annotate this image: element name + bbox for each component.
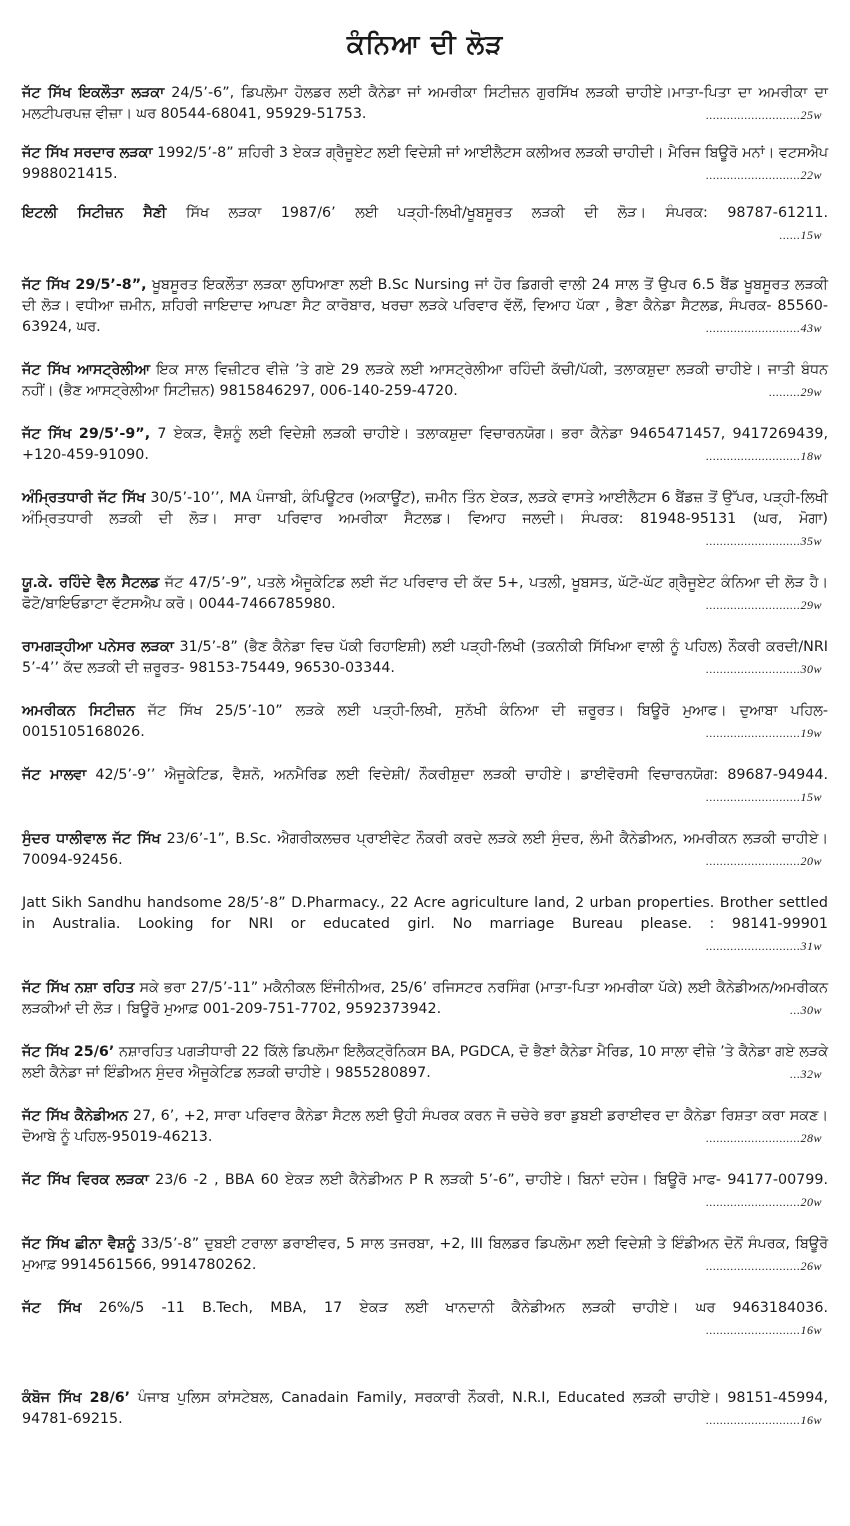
ad-heading: ਜੱਟ ਸਿੱਖ ਵਿਰਕ ਲੜਕਾ: [22, 1172, 149, 1188]
ad-text: ਸਕੇ ਭਰਾ 27/5’-11” ਮਕੈਨੀਕਲ ਇੰਜੀਨੀਅਰ, 25/6’ ਰਜਿਸਟਰ ਨਰਸਿੰਗ (ਮਾਤਾ-ਪਿਤਾ ਅਮਰੀਕਾ ਪੱਕੇ) ਲਈ ਕੈਨੇਡੀਅਨ/ਅਮਰੀਕਨ ਲੜਕੀਆਂ ਦੀ ਲੋੜ। ਬਿਊਰੋ ਮੁਆਫ਼ 001-209-751-7702, 9592373942.: [22, 980, 828, 1017]
classified-ad: [22, 203, 828, 245]
ad-heading: ਜੱਟ ਸਿੱਖ ਨਸ਼ਾ ਰਹਿਤ: [22, 980, 135, 996]
classified-ad: [22, 1234, 828, 1276]
ad-text: ਜੱਟ 47/5’-9”, ਪਤਲੇ ਐਜੂਕੇਟਿਡ ਲਈ ਜੱਟ ਪਰਿਵਾਰ ਦੀ ਕੱਦ 5+, ਪਤਲੀ, ਖੂਬਸਤ, ਘੱਟੋ-ਘੱਟ ਗ੍ਰੈਜੂਏਟ ਕੰਨਿਆ ਦੀ ਲੋੜ ਹੈ। ਫੋਟੋ/ਬਾਇਓਡਾਟਾ ਵੱਟਸਐਪ ਕਰੋ। 0044-7466785980.: [22, 575, 828, 612]
ad-reference-code: .........29w: [768, 385, 822, 399]
classified-ad: [22, 360, 828, 402]
ad-heading: ਜੱਟ ਸਿੱਖ ਸਰਦਾਰ ਲੜਕਾ: [22, 145, 153, 161]
ad-reference-code: ...........................30w: [705, 662, 822, 676]
ad-reference-code: ...........................15w: [705, 790, 822, 804]
ad-text: 42/5’-9’’ ਐਜੂਕੇਟਿਡ, ਵੈਸ਼ਨੋ, ਅਨਮੈਰਿਡ ਲਈ ਵਿਦੇਸ਼ੀ/ ਨੌਕਰੀਸ਼ੁਦਾ ਲੜਕੀ ਚਾਹੀਏ। ਡਾਈਵੋਰਸੀ ਵਿਚਾਰਨਯੋਗ: 89687-94944.: [86, 767, 829, 783]
ad-reference-code: ...........................31w: [705, 939, 822, 953]
ad-heading: ਅੰਮ੍ਰਿਤਧਾਰੀ ਜੱਟ ਸਿੱਖ: [22, 490, 146, 506]
ad-text: 33/5’-8” ਦੁਬਈ ਟਰਾਲਾ ਡਰਾਈਵਰ, 5 ਸਾਲ ਤਜਰਬਾ, +2, III ਬਿਲਡਰ ਡਿਪਲੋਮਾ ਲਈ ਵਿਦੇਸ਼ੀ ਤੇ ਇੰਡੀਅਨ ਦੋਨੋਂ ਸੰਪਰਕ, ਬਿਊਰੋ ਮੁਆਫ਼ 9914561566, 9914780262.: [22, 1236, 828, 1273]
classified-ad: [22, 637, 828, 679]
classified-ad: [22, 488, 828, 551]
ad-reference-code: ...........................28w: [705, 1131, 822, 1145]
ad-text: ਸਿੱਖ ਲੜਕਾ 1987/6’ ਲਈ ਪੜ੍ਹੀ-ਲਿਖੀ/ਖੂਬਸੂਰਤ ਲੜਕੀ ਦੀ ਲੋੜ। ਸੰਪਰਕ: 98787-61211.: [166, 205, 828, 221]
ad-reference-code: ...........................35w: [705, 534, 822, 548]
ad-text: ਪੰਜਾਬ ਪੁਲਿਸ ਕਾਂਸਟੇਬਲ, Canadain Family, ਸਰਕਾਰੀ ਨੌਕਰੀ, N.R.I, Educated ਲੜਕੀ ਚਾਹੀਏ। 98151-45994, 94781-69215.: [22, 1390, 829, 1427]
page-title: ਕੰਨਿਆ ਦੀ ਲੋੜ: [346, 30, 504, 60]
ad-text: ਨਸ਼ਾਰਹਿਤ ਪਗੜੀਧਾਰੀ 22 ਕਿੱਲੇ ਡਿਪਲੋਮਾ ਇਲੈਕਟ੍ਰੋਨਿਕਸ BA, PGDCA, ਦੋ ਭੈਣਾਂ ਕੈਨੇਡਾ ਮੈਰਿਡ, 10 ਸਾਲਾ ਵੀਜ਼ੇ ’ਤੇ ਕੈਨੇਡਾ ਗਏ ਲੜਕੇ ਲਈ ਕੈਨੇਡਾ ਜਾਂ ਇੰਡੀਅਨ ਸੁੰਦਰ ਐਜੂਕੇਟਿਡ ਲੜਕੀ ਚਾਹੀਏ। 9855280897.: [22, 1044, 828, 1081]
ad-heading: ਇਟਲੀ ਸਿਟੀਜ਼ਨ ਸੈਣੀ: [22, 205, 167, 221]
classified-ad: [22, 893, 828, 956]
classified-ad: [22, 573, 828, 615]
classified-ad: [22, 701, 828, 743]
ad-text: 23/6’-1”, B.Sc. ਐਗਰੀਕਲਚਰ ਪ੍ਰਾਈਵੇਟ ਨੌਕਰੀ ਕਰਦੇ ਲੜਕੇ ਲਈ ਸੁੰਦਰ, ਲੰਮੀ ਕੈਨੇਡੀਅਨ, ਅਮਰੀਕਨ ਲੜਕੀ ਚਾਹੀਏ। 70094-92456.: [22, 831, 829, 868]
ads-list: [22, 83, 828, 1430]
ad-reference-code: ...........................16w: [705, 1413, 822, 1427]
classified-ad: [22, 1388, 828, 1430]
ad-heading: ਕੰਬੋਜ ਸਿੱਖ 28/6’: [22, 1390, 131, 1406]
ad-heading: ਜੱਟ ਸਿੱਖ 29/5’-8”,: [22, 277, 147, 293]
classified-ad: [22, 1042, 828, 1084]
ad-text: 27, 6’, +2, ਸਾਰਾ ਪਰਿਵਾਰ ਕੈਨੇਡਾ ਸੈਟਲ ਲਈ ਉਹੀ ਸੰਪਰਕ ਕਰਨ ਜੋ ਚਚੇਰੇ ਭਰਾ ਡੁਬਈ ਡਰਾਈਵਰ ਦਾ ਕੈਨੇਡਾ ਰਿਸ਼ਤਾ ਕਰਾ ਸਕਣ। ਦੋਆਬੇ ਨੂੰ ਪਹਿਲ-95019-46213.: [22, 1108, 828, 1145]
ad-heading: ਅਮਰੀਕਨ ਸਿਟੀਜ਼ਨ: [22, 703, 135, 719]
ad-reference-code: ...........................20w: [705, 854, 822, 868]
ad-text: 1992/5’-8” ਸ਼ਹਿਰੀ 3 ਏਕੜ ਗ੍ਰੈਜੂਏਟ ਲਈ ਵਿਦੇਸ਼ੀ ਜਾਂ ਆਈਲੈਟਸ ਕਲੀਅਰ ਲੜਕੀ ਚਾਹੀਦੀ। ਮੈਰਿਜ ਬਿਊਰੋ ਮਨਾਂ। ਵਟਸਐਪ 9988021415.: [22, 145, 828, 182]
ad-text: 31/5’-8” (ਭੈਣ ਕੈਨੇਡਾ ਵਿਚ ਪੱਕੀ ਰਿਹਾਇਸ਼ੀ) ਲਈ ਪੜ੍ਹੀ-ਲਿਖੀ (ਤਕਨੀਕੀ ਸਿੱਖਿਆ ਵਾਲੀ ਨੂੰ ਪਹਿਲ) ਨੌਕਰੀ ਕਰਦੀ/NRI 5’-4’’ ਕੱਦ ਲੜਕੀ ਦੀ ਜ਼ਰੂਰਤ- 98153-75449, 96530-03344.: [22, 639, 828, 676]
ad-heading: ਜੱਟ ਸਿੱਖ ਇਕਲੌਤਾ ਲੜਕਾ: [22, 85, 165, 101]
ad-heading: ਯੂ.ਕੇ. ਰਹਿੰਦੇ ਵੈਲ ਸੈਟਲਡ: [22, 575, 160, 591]
classified-ad: [22, 83, 828, 125]
ad-reference-code: ...........................43w: [705, 321, 822, 335]
ad-reference-code: ...32w: [789, 1067, 822, 1081]
ad-text: 26%/5 -11 B.Tech, MBA, 17 ਏਕੜ ਲਈ ਖਾਨਦਾਨੀ ਕੈਨੇਡੀਅਨ ਲੜਕੀ ਚਾਹੀਏ। ਘਰ 9463184036.: [81, 1300, 828, 1316]
ad-text: 23/6 -2 , BBA 60 ਏਕੜ ਲਈ ਕੈਨੇਡੀਅਨ P R ਲੜਕੀ 5’-6”, ਚਾਹੀਏ। ਬਿਨਾਂ ਦਹੇਜ। ਬਿਊਰੋ ਮਾਫ- 94177-00799.: [148, 1172, 829, 1188]
classified-ad: [22, 829, 828, 871]
classified-ad: [22, 1106, 828, 1148]
ad-reference-code: ...........................25w: [705, 108, 822, 122]
ad-reference-code: ......15w: [779, 228, 822, 242]
ad-reference-code: ...........................16w: [705, 1323, 822, 1337]
ad-heading: ਜੱਟ ਸਿੱਖ 25/6’: [22, 1044, 115, 1060]
ad-heading: ਜੱਟ ਸਿੱਖ ਆਸਟ੍ਰੇਲੀਆ: [22, 362, 150, 378]
ad-reference-code: ...........................26w: [705, 1259, 822, 1273]
ad-heading: ਰਾਮਗੜ੍ਹੀਆ ਪਨੇਸਰ ਲੜਕਾ: [22, 639, 174, 655]
ad-heading: ਸੁੰਦਰ ਧਾਲੀਵਾਲ ਜੱਟ ਸਿੱਖ: [22, 831, 161, 847]
ad-text: 24/5’-6”, ਡਿਪਲੋਮਾ ਹੋਲਡਰ ਲਈ ਕੈਨੇਡਾ ਜਾਂ ਅਮਰੀਕਾ ਸਿਟੀਜ਼ਨ ਗੁਰਸਿੱਖ ਲੜਕੀ ਚਾਹੀਏ।ਮਾਤਾ-ਪਿਤਾ ਦਾ ਅਮਰੀਕਾ ਦਾ ਮਲਟੀਪਰਪਜ਼ ਵੀਜ਼ਾ। ਘਰ 80544-68041, 95929-51753.: [22, 85, 828, 122]
classified-ad: [22, 275, 828, 338]
ad-text: ਖੂਬਸੂਰਤ ਇਕਲੌਤਾ ਲੜਕਾ ਲੁਧਿਆਣਾ ਲਈ B.Sc Nursing ਜਾਂ ਹੋਰ ਡਿਗਰੀ ਵਾਲੀ 24 ਸਾਲ ਤੋਂ ਉਪਰ 6.5 ਬੈਂਡ ਖੂਬਸੂਰਤ ਲੜਕੀ ਦੀ ਲੋੜ। ਵਧੀਆ ਜ਼ਮੀਨ, ਸ਼ਹਿਰੀ ਜਾਇਦਾਦ ਆਪਣਾ ਸੈਟ ਕਾਰੋਬਾਰ, ਖਰਚਾ ਲੜਕੇ ਪਰਿਵਾਰ ਵੱਲੋਂ, ਵਿਆਹ ਪੱਕਾ , ਭੈਣਾ ਕੈਨੇਡਾ ਸੈਟਲਡ, ਸੰਪਰਕ- 85560-63924, ਘਰ.: [22, 277, 828, 335]
ad-heading: ਜੱਟ ਸਿੱਖ 29/5’-9”,: [22, 426, 151, 442]
ad-heading: ਜੱਟ ਸਿੱਖ ਕੈਨੇਡੀਅਨ: [22, 1108, 128, 1124]
ad-heading: ਜੱਟ ਸਿੱਖ: [22, 1300, 82, 1316]
ad-heading: ਜੱਟ ਮਾਲਵਾ: [22, 767, 87, 783]
ad-reference-code: ...........................29w: [705, 598, 822, 612]
classified-ad: [22, 765, 828, 807]
classified-ad: [22, 1298, 828, 1340]
ad-reference-code: ...30w: [789, 1003, 822, 1017]
ad-heading: ਜੱਟ ਸਿੱਖ ਛੀਨਾ ਵੈਸ਼ਨੂੰ: [22, 1236, 136, 1252]
ad-text: Jatt Sikh Sandhu handsome 28/5’-8” D.Pharmacy., 22 Acre agriculture land, 2 urban properties. Brother settled in Australia. Looking for NRI or educated girl. No marriage Bureau please. : 98141-99901: [22, 895, 828, 932]
classified-ad: [22, 424, 828, 466]
classified-ad: [22, 1170, 828, 1212]
ad-reference-code: ...........................22w: [705, 168, 822, 182]
classified-ad: [22, 978, 828, 1020]
ad-reference-code: ...........................18w: [705, 449, 822, 463]
classified-ad: [22, 143, 828, 185]
ad-text: ਜੱਟ ਸਿੱਖ 25/5’-10” ਲੜਕੇ ਲਈ ਪੜ੍ਹੀ-ਲਿਖੀ, ਸੁਨੱਖੀ ਕੰਨਿਆ ਦੀ ਜ਼ਰੂਰਤ। ਬਿਊਰੋ ਮੁਆਫ। ਦੁਆਬਾ ਪਹਿਲ- 0015105168026.: [22, 703, 828, 740]
ad-text: ਇਕ ਸਾਲ ਵਿਜ਼ੀਟਰ ਵੀਜ਼ੇ ’ਤੇ ਗਏ 29 ਲੜਕੇ ਲਈ ਆਸਟ੍ਰੇਲੀਆ ਰਹਿੰਦੀ ਕੱਚੀ/ਪੱਕੀ, ਤਲਾਕਸ਼ੁਦਾ ਲੜਕੀ ਚਾਹੀਏ। ਜਾਤੀ ਬੰਧਨ ਨਹੀਂ। (ਭੈਣ ਆਸਟ੍ਰੇਲੀਆ ਸਿਟੀਜ਼ਨ) 9815846297, 006-140-259-4720.: [22, 362, 828, 399]
ad-reference-code: ...........................19w: [705, 726, 822, 740]
ad-reference-code: ...........................20w: [705, 1195, 822, 1209]
ad-text: 7 ਏਕੜ, ਵੈਸ਼ਨੂੰ ਲਈ ਵਿਦੇਸ਼ੀ ਲੜਕੀ ਚਾਹੀਏ। ਤਲਾਕਸ਼ੁਦਾ ਵਿਚਾਰਨਯੋਗ। ਭਰਾ ਕੈਨੇਡਾ 9465471457, 9417269439, +120-459-91090.: [22, 426, 828, 463]
ad-text: 30/5’-10’’, MA ਪੰਜਾਬੀ, ਕੰਪਿਊਟਰ (ਅਕਾਊਂਟ), ਜ਼ਮੀਨ ਤਿੰਨ ਏਕੜ, ਲੜਕੇ ਵਾਸਤੇ ਆਈਲੈਟਸ 6 ਬੈਂਡਜ਼ ਤੋਂ ਉੱਪਰ, ਪੜ੍ਹੀ-ਲਿਖੀ ਅੰਮ੍ਰਿਤਧਾਰੀ ਲੜਕੀ ਦੀ ਲੋੜ। ਸਾਰਾ ਪਰਿਵਾਰ ਅਮਰੀਕਾ ਸੈਟਲਡ। ਵਿਆਹ ਜਲਦੀ। ਸੰਪਰਕ: 81948-95131 (ਘਰ, ਮੋਗਾ): [22, 490, 828, 527]
